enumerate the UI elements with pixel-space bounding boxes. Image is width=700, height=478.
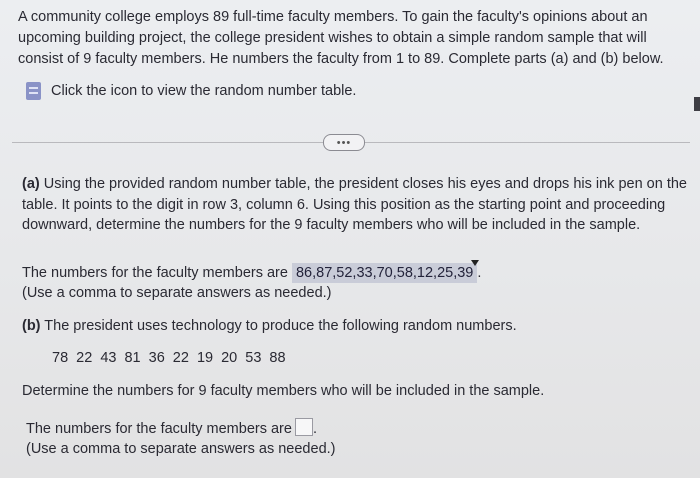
part-b-instruction: Determine the numbers for 9 faculty members who will be included in the sample. — [22, 383, 545, 399]
part-a-text: Using the provided random number table, the president closes his eyes and drops his ink pen on the table. It points to the digit in row 3, column 6. Using this position as the starting point and proceeding downward, determine the numbers for the 9 faculty members who will be included in the sample. — [22, 176, 687, 233]
part-a-answer-field[interactable] — [292, 263, 477, 283]
part-b-question — [22, 318, 517, 334]
part-b-tag: (b) — [22, 318, 41, 334]
problem-statement: A community college employs 89 full-time faculty members. To gain the faculty's opinions about an upcoming building project, the college president wishes to obtain a simple random sample that will consist of 9 faculty members. He numbers the faculty from 1 to 89. Complete parts (a) and (b) below. — [18, 9, 664, 67]
random-numbers: 78 22 43 81 36 22 19 20 53 88 — [52, 350, 286, 366]
part-b-answer-input[interactable] — [295, 418, 313, 436]
part-a-answer-prefix: The numbers for the faculty members are — [22, 265, 292, 281]
scroll-handle[interactable] — [694, 97, 700, 111]
part-b-answer — [26, 418, 335, 459]
more-button[interactable]: ••• — [323, 134, 365, 151]
part-b-hint: (Use a comma to separate answers as needed.) — [26, 441, 336, 457]
part-a-question — [22, 174, 694, 236]
part-a-answer-value[interactable]: 86,87,52,33,70,58,12,25,39 — [295, 265, 474, 281]
part-b-answer-suffix: . — [312, 421, 317, 437]
answer-marker-icon — [471, 260, 479, 266]
part-b-answer-prefix: The numbers for the faculty members are — [26, 421, 292, 437]
part-a-tag: (a) — [22, 176, 40, 192]
part-a-answer — [22, 263, 481, 303]
part-b-text: The president uses technology to produce the following random numbers. — [40, 318, 517, 334]
part-a-hint: (Use a comma to separate answers as needed.) — [22, 285, 332, 301]
part-a-answer-suffix: . — [477, 265, 482, 281]
random-table-link[interactable] — [26, 82, 356, 100]
table-icon[interactable] — [26, 82, 41, 100]
random-table-link-label[interactable]: Click the icon to view the random number table. — [51, 83, 357, 99]
